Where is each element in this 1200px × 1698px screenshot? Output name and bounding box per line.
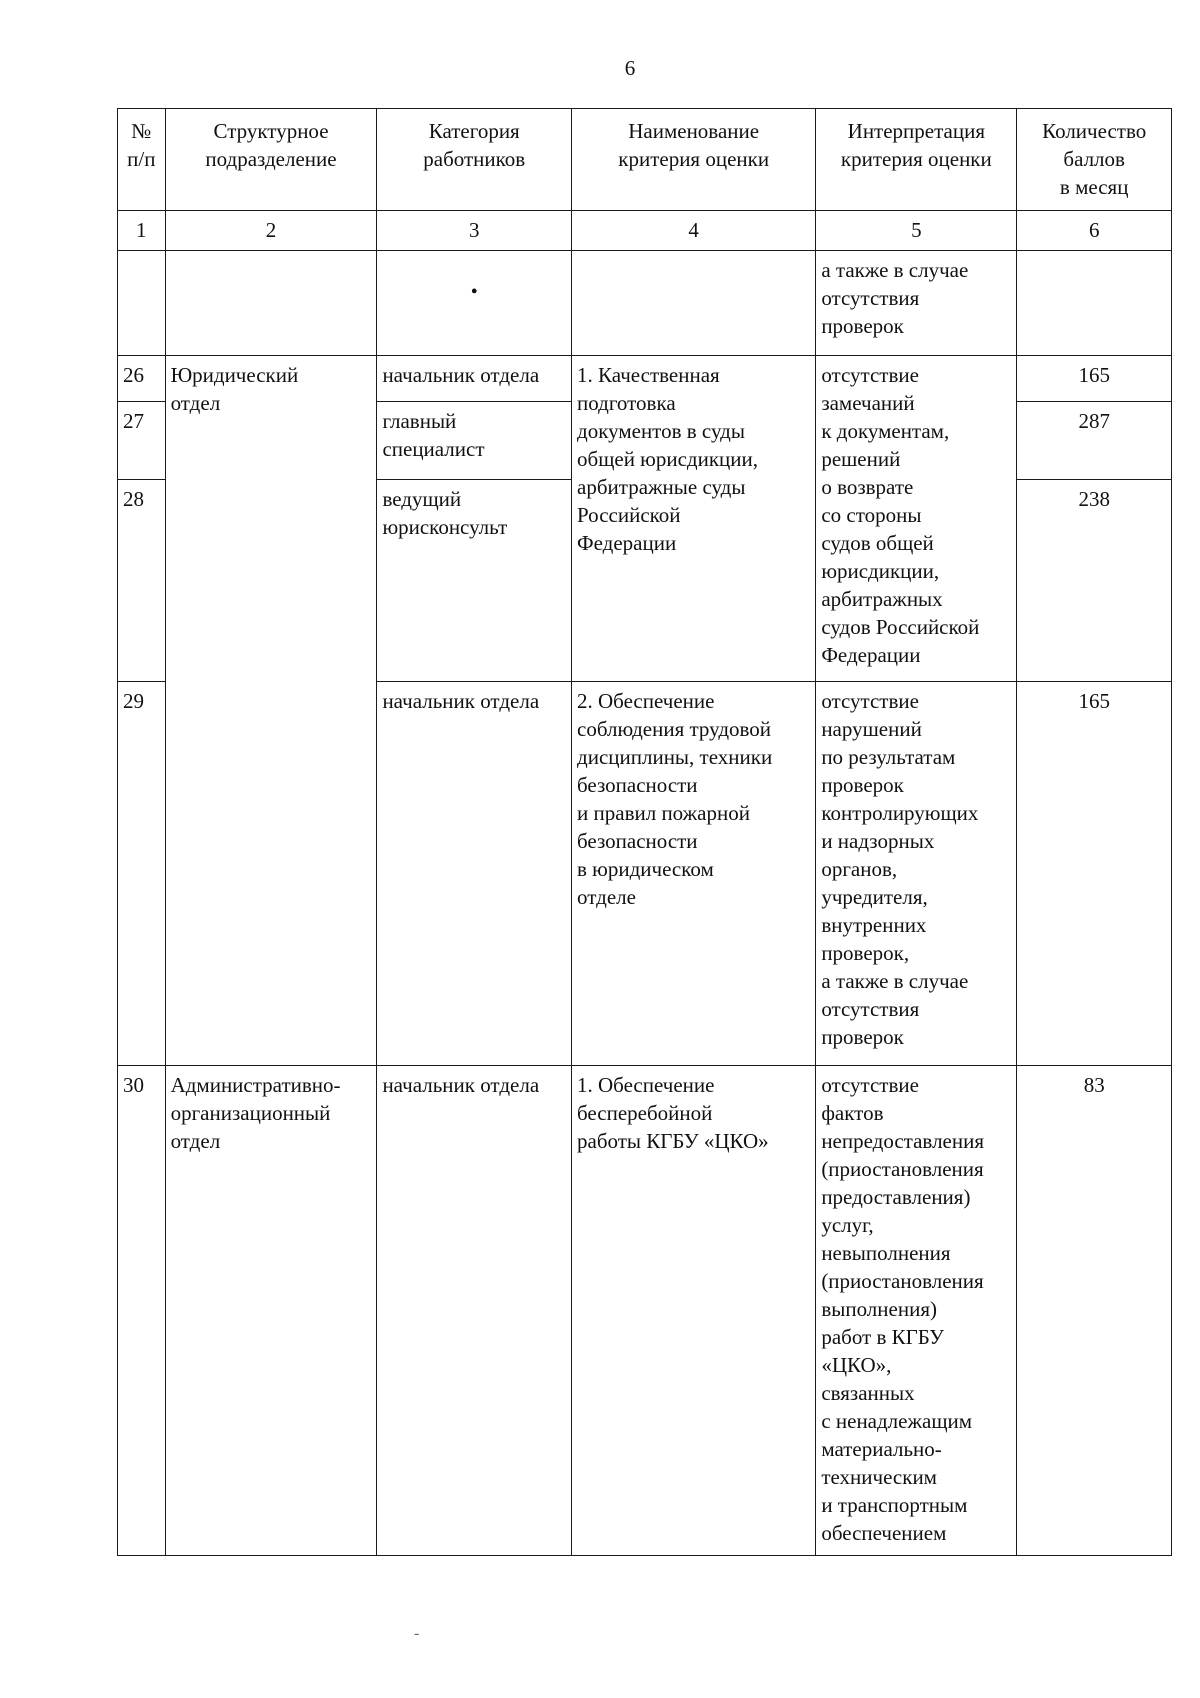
- row-number: 26: [118, 356, 166, 402]
- page-number: 6: [624, 56, 636, 80]
- criterion-cell: 1. Качественная подготовка документов в суды общей юрисдикции, арбитражные суды Российской Федерации: [572, 356, 816, 682]
- points-cell: 165: [1017, 682, 1172, 1066]
- department-admin: Административно- организационный отдел: [165, 1066, 377, 1556]
- row-number: 27: [118, 402, 166, 480]
- criterion-cell: 1. Обеспечение бесперебойной работы КГБУ «ЦКО»: [572, 1066, 816, 1556]
- header-points: Количество баллов в месяц: [1017, 109, 1172, 211]
- continuation-row: [118, 251, 1172, 356]
- column-index-row: [118, 211, 1172, 251]
- header-num: № п/п: [118, 109, 166, 211]
- points-cell: 238: [1017, 480, 1172, 682]
- category-cell: начальник отдела: [377, 1066, 572, 1556]
- column-index: 3: [377, 211, 572, 251]
- interpretation-cell: отсутствие замечаний к документам, решений о возврате со стороны судов общей юрисдикции, арбитражных судов Российской Федерации: [816, 356, 1017, 682]
- points-cell: 83: [1017, 1066, 1172, 1556]
- category-cell: ведущий юрисконсульт: [377, 480, 572, 682]
- category-cell: начальник отдела: [377, 356, 572, 402]
- department-legal: Юридический отдел: [165, 356, 377, 1066]
- evaluation-criteria-table: [117, 108, 1172, 1556]
- points-cell: 165: [1017, 356, 1172, 402]
- row-number: 29: [118, 682, 166, 1066]
- row-number: 30: [118, 1066, 166, 1556]
- header-category: Категория работников: [377, 109, 572, 211]
- category-cell: главный специалист: [377, 402, 572, 480]
- table-row: [118, 1066, 1172, 1556]
- points-cell: 287: [1017, 402, 1172, 480]
- criterion-cell: 2. Обеспечение соблюдения трудовой дисциплины, техники безопасности и правил пожарной безопасности в юридическом отделе: [572, 682, 816, 1066]
- header-criterion: Наименование критерия оценки: [572, 109, 816, 211]
- column-index: 6: [1017, 211, 1172, 251]
- header-department: Структурное подразделение: [165, 109, 377, 211]
- table-row: [118, 356, 1172, 402]
- column-index: 1: [118, 211, 166, 251]
- column-index: 5: [816, 211, 1017, 251]
- category-cell: начальник отдела: [377, 682, 572, 1066]
- column-index: 4: [572, 211, 816, 251]
- stray-mark: -: [414, 1625, 420, 1642]
- interpretation-cell: отсутствие фактов непредоставления (приостановления предоставления) услуг, невыполнения (приостановления выполнения) работ в КГБУ «ЦКО», связанных с ненадлежащим материально- техническим и транспортным обеспечением: [816, 1066, 1017, 1556]
- stray-dot: •: [470, 281, 478, 303]
- continuation-interpretation: а также в случае отсутствия проверок: [816, 251, 1017, 356]
- column-index: 2: [165, 211, 377, 251]
- header-interpretation: Интерпретация критерия оценки: [816, 109, 1017, 211]
- header-row: [118, 109, 1172, 211]
- row-number: 28: [118, 480, 166, 682]
- interpretation-cell: отсутствие нарушений по результатам проверок контролирующих и надзорных органов, учредителя, внутренних проверок, а также в случае отсутствия проверок: [816, 682, 1017, 1066]
